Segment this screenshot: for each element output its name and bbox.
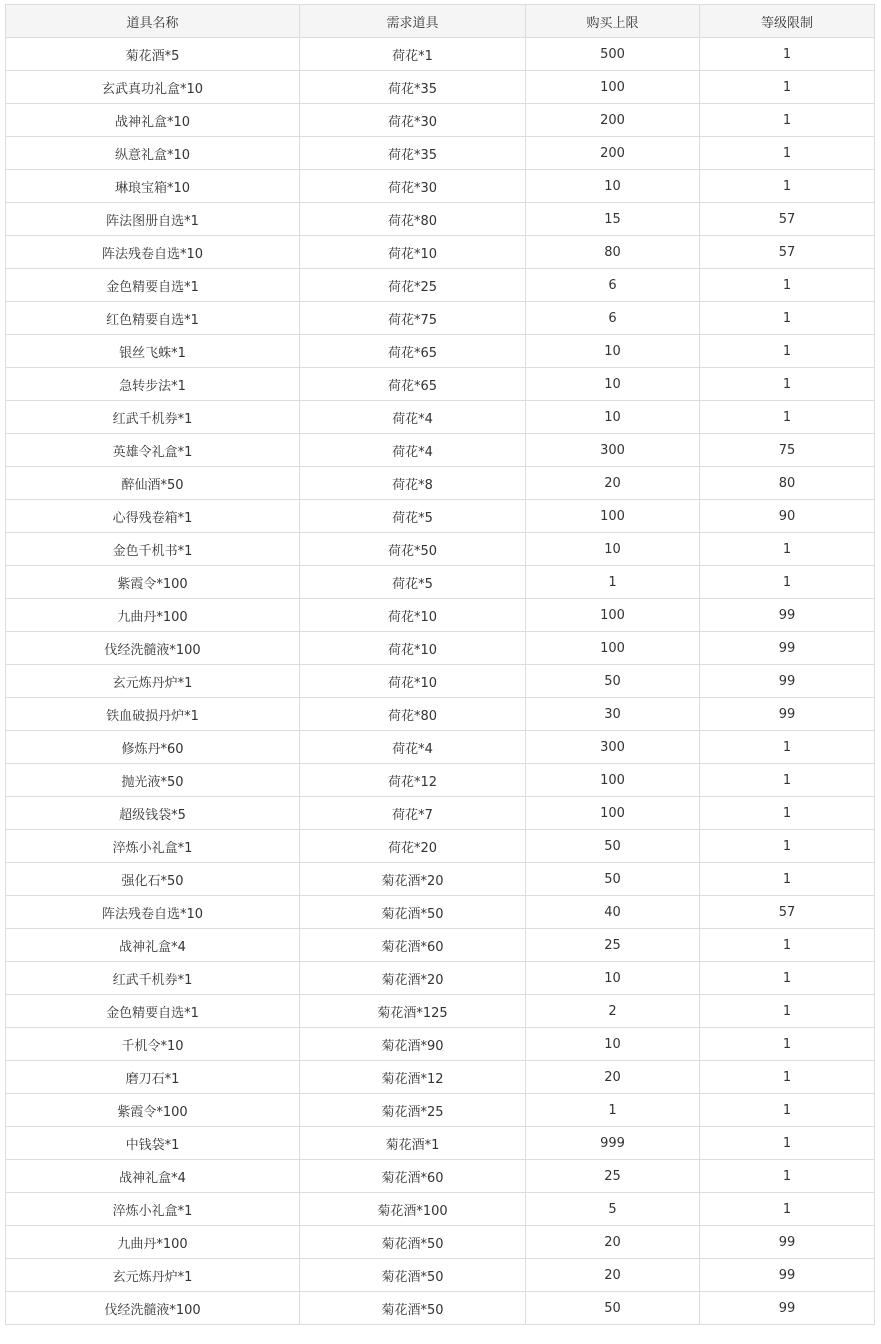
required-item-cell: 荷花*4: [300, 731, 526, 764]
required-item-cell: 菊花酒*125: [300, 995, 526, 1028]
table-row: [6, 632, 875, 665]
purchase-limit-cell: 50: [526, 1292, 700, 1325]
table-row: [6, 599, 875, 632]
level-limit-cell: 99: [700, 599, 875, 632]
purchase-limit-cell: 50: [526, 830, 700, 863]
item-name-cell: 红色精要自选*1: [6, 302, 300, 335]
required-item-cell: 荷花*75: [300, 302, 526, 335]
item-name-cell: 阵法残卷自选*10: [6, 896, 300, 929]
purchase-limit-cell: 15: [526, 203, 700, 236]
item-name-cell: 伐经洗髓液*100: [6, 632, 300, 665]
level-limit-cell: 1: [700, 1127, 875, 1160]
required-item-cell: 菊花酒*60: [300, 1160, 526, 1193]
level-limit-cell: 1: [700, 38, 875, 71]
level-limit-cell: 99: [700, 1226, 875, 1259]
level-limit-cell: 1: [700, 335, 875, 368]
purchase-limit-cell: 10: [526, 335, 700, 368]
table-row: [6, 38, 875, 71]
level-limit-cell: 57: [700, 896, 875, 929]
table-row: [6, 731, 875, 764]
required-item-cell: 荷花*5: [300, 500, 526, 533]
purchase-limit-cell: 500: [526, 38, 700, 71]
item-name-cell: 淬炼小礼盒*1: [6, 1193, 300, 1226]
level-limit-cell: 1: [700, 1094, 875, 1127]
item-name-cell: 醉仙酒*50: [6, 467, 300, 500]
required-item-cell: 菊花酒*100: [300, 1193, 526, 1226]
item-name-cell: 红武千机券*1: [6, 401, 300, 434]
purchase-limit-cell: 25: [526, 929, 700, 962]
required-item-cell: 菊花酒*20: [300, 962, 526, 995]
item-name-cell: 磨刀石*1: [6, 1061, 300, 1094]
table-row: [6, 335, 875, 368]
required-item-cell: 荷花*1: [300, 38, 526, 71]
table-row: [6, 1160, 875, 1193]
table-row: [6, 236, 875, 269]
item-name-cell: 紫霞令*100: [6, 1094, 300, 1127]
purchase-limit-cell: 100: [526, 764, 700, 797]
purchase-limit-cell: 80: [526, 236, 700, 269]
level-limit-cell: 1: [700, 401, 875, 434]
required-item-cell: 荷花*65: [300, 368, 526, 401]
level-limit-cell: 1: [700, 368, 875, 401]
purchase-limit-cell: 20: [526, 1226, 700, 1259]
level-limit-cell: 80: [700, 467, 875, 500]
table-row: [6, 401, 875, 434]
level-limit-cell: 1: [700, 533, 875, 566]
item-name-cell: 九曲丹*100: [6, 599, 300, 632]
required-item-cell: 菊花酒*50: [300, 1259, 526, 1292]
purchase-limit-cell: 1: [526, 1094, 700, 1127]
table-row: [6, 302, 875, 335]
required-item-cell: 菊花酒*25: [300, 1094, 526, 1127]
item-name-cell: 强化石*50: [6, 863, 300, 896]
purchase-limit-cell: 6: [526, 302, 700, 335]
item-name-cell: 中钱袋*1: [6, 1127, 300, 1160]
item-name-cell: 菊花酒*5: [6, 38, 300, 71]
level-limit-cell: 1: [700, 731, 875, 764]
required-item-cell: 荷花*35: [300, 137, 526, 170]
table-row: [6, 764, 875, 797]
level-limit-cell: 57: [700, 203, 875, 236]
table-row: [6, 896, 875, 929]
table-row: [6, 467, 875, 500]
purchase-limit-cell: 30: [526, 698, 700, 731]
level-limit-cell: 99: [700, 632, 875, 665]
purchase-limit-cell: 40: [526, 896, 700, 929]
purchase-limit-cell: 100: [526, 500, 700, 533]
level-limit-cell: 1: [700, 962, 875, 995]
table-row: [6, 269, 875, 302]
table-body: [6, 38, 875, 1325]
item-name-cell: 玄武真功礼盒*10: [6, 71, 300, 104]
required-item-cell: 荷花*25: [300, 269, 526, 302]
level-limit-cell: 75: [700, 434, 875, 467]
exchange-table: [5, 4, 875, 1325]
required-item-cell: 荷花*8: [300, 467, 526, 500]
level-limit-cell: 57: [700, 236, 875, 269]
table-row: [6, 566, 875, 599]
purchase-limit-cell: 2: [526, 995, 700, 1028]
purchase-limit-cell: 10: [526, 1028, 700, 1061]
purchase-limit-cell: 50: [526, 665, 700, 698]
level-limit-cell: 1: [700, 104, 875, 137]
table-row: [6, 368, 875, 401]
required-item-cell: 菊花酒*20: [300, 863, 526, 896]
required-item-cell: 荷花*10: [300, 599, 526, 632]
item-name-cell: 银丝飞蛛*1: [6, 335, 300, 368]
required-item-cell: 菊花酒*50: [300, 896, 526, 929]
item-name-cell: 金色千机书*1: [6, 533, 300, 566]
required-item-cell: 荷花*10: [300, 632, 526, 665]
required-item-cell: 荷花*30: [300, 170, 526, 203]
item-name-cell: 玄元炼丹炉*1: [6, 1259, 300, 1292]
level-limit-cell: 1: [700, 170, 875, 203]
required-item-cell: 荷花*12: [300, 764, 526, 797]
item-name-cell: 红武千机券*1: [6, 962, 300, 995]
item-name-cell: 金色精要自选*1: [6, 269, 300, 302]
purchase-limit-cell: 10: [526, 368, 700, 401]
table-row: [6, 1292, 875, 1325]
level-limit-cell: 1: [700, 764, 875, 797]
item-name-cell: 铁血破损丹炉*1: [6, 698, 300, 731]
required-item-cell: 荷花*80: [300, 203, 526, 236]
required-item-cell: 荷花*10: [300, 665, 526, 698]
purchase-limit-cell: 20: [526, 467, 700, 500]
level-limit-cell: 1: [700, 566, 875, 599]
level-limit-cell: 1: [700, 929, 875, 962]
item-name-cell: 玄元炼丹炉*1: [6, 665, 300, 698]
table-row: [6, 797, 875, 830]
purchase-limit-cell: 100: [526, 71, 700, 104]
purchase-limit-cell: 10: [526, 401, 700, 434]
required-item-cell: 荷花*35: [300, 71, 526, 104]
level-limit-cell: 1: [700, 71, 875, 104]
table-row: [6, 434, 875, 467]
item-name-cell: 阵法残卷自选*10: [6, 236, 300, 269]
header-row: [6, 5, 875, 38]
purchase-limit-cell: 300: [526, 731, 700, 764]
item-name-cell: 急转步法*1: [6, 368, 300, 401]
level-limit-cell: 1: [700, 302, 875, 335]
required-item-cell: 菊花酒*60: [300, 929, 526, 962]
item-name-cell: 纵意礼盒*10: [6, 137, 300, 170]
header-item-name: 道具名称: [6, 5, 300, 38]
level-limit-cell: 1: [700, 830, 875, 863]
exchange-table-container: [5, 4, 874, 1325]
table-row: [6, 203, 875, 236]
item-name-cell: 金色精要自选*1: [6, 995, 300, 1028]
item-name-cell: 战神礼盒*4: [6, 929, 300, 962]
required-item-cell: 荷花*30: [300, 104, 526, 137]
table-row: [6, 533, 875, 566]
level-limit-cell: 1: [700, 1061, 875, 1094]
level-limit-cell: 1: [700, 1028, 875, 1061]
item-name-cell: 淬炼小礼盒*1: [6, 830, 300, 863]
required-item-cell: 菊花酒*50: [300, 1292, 526, 1325]
table-row: [6, 1127, 875, 1160]
table-row: [6, 1193, 875, 1226]
header-purchase-limit: 购买上限: [526, 5, 700, 38]
table-row: [6, 137, 875, 170]
level-limit-cell: 1: [700, 137, 875, 170]
level-limit-cell: 1: [700, 269, 875, 302]
table-header: [6, 5, 875, 38]
table-row: [6, 104, 875, 137]
table-row: [6, 500, 875, 533]
item-name-cell: 修炼丹*60: [6, 731, 300, 764]
purchase-limit-cell: 20: [526, 1061, 700, 1094]
purchase-limit-cell: 100: [526, 632, 700, 665]
level-limit-cell: 99: [700, 665, 875, 698]
table-row: [6, 665, 875, 698]
item-name-cell: 千机令*10: [6, 1028, 300, 1061]
table-row: [6, 962, 875, 995]
level-limit-cell: 1: [700, 863, 875, 896]
level-limit-cell: 99: [700, 1292, 875, 1325]
level-limit-cell: 1: [700, 797, 875, 830]
table-row: [6, 1226, 875, 1259]
table-row: [6, 1061, 875, 1094]
purchase-limit-cell: 10: [526, 533, 700, 566]
table-row: [6, 830, 875, 863]
table-row: [6, 1028, 875, 1061]
purchase-limit-cell: 10: [526, 962, 700, 995]
level-limit-cell: 99: [700, 1259, 875, 1292]
required-item-cell: 荷花*65: [300, 335, 526, 368]
required-item-cell: 荷花*50: [300, 533, 526, 566]
item-name-cell: 战神礼盒*10: [6, 104, 300, 137]
purchase-limit-cell: 300: [526, 434, 700, 467]
purchase-limit-cell: 200: [526, 137, 700, 170]
table-row: [6, 170, 875, 203]
purchase-limit-cell: 25: [526, 1160, 700, 1193]
item-name-cell: 抛光液*50: [6, 764, 300, 797]
purchase-limit-cell: 20: [526, 1259, 700, 1292]
table-row: [6, 929, 875, 962]
purchase-limit-cell: 999: [526, 1127, 700, 1160]
header-required-item: 需求道具: [300, 5, 526, 38]
purchase-limit-cell: 5: [526, 1193, 700, 1226]
required-item-cell: 荷花*10: [300, 236, 526, 269]
purchase-limit-cell: 50: [526, 863, 700, 896]
required-item-cell: 菊花酒*1: [300, 1127, 526, 1160]
level-limit-cell: 1: [700, 1193, 875, 1226]
required-item-cell: 荷花*80: [300, 698, 526, 731]
level-limit-cell: 1: [700, 1160, 875, 1193]
purchase-limit-cell: 200: [526, 104, 700, 137]
table-row: [6, 863, 875, 896]
required-item-cell: 菊花酒*12: [300, 1061, 526, 1094]
item-name-cell: 九曲丹*100: [6, 1226, 300, 1259]
required-item-cell: 菊花酒*50: [300, 1226, 526, 1259]
item-name-cell: 紫霞令*100: [6, 566, 300, 599]
table-row: [6, 995, 875, 1028]
required-item-cell: 荷花*7: [300, 797, 526, 830]
purchase-limit-cell: 6: [526, 269, 700, 302]
required-item-cell: 荷花*5: [300, 566, 526, 599]
purchase-limit-cell: 10: [526, 170, 700, 203]
required-item-cell: 菊花酒*90: [300, 1028, 526, 1061]
required-item-cell: 荷花*20: [300, 830, 526, 863]
item-name-cell: 战神礼盒*4: [6, 1160, 300, 1193]
level-limit-cell: 90: [700, 500, 875, 533]
level-limit-cell: 1: [700, 995, 875, 1028]
item-name-cell: 英雄令礼盒*1: [6, 434, 300, 467]
table-row: [6, 1259, 875, 1292]
purchase-limit-cell: 100: [526, 797, 700, 830]
purchase-limit-cell: 100: [526, 599, 700, 632]
item-name-cell: 超级钱袋*5: [6, 797, 300, 830]
level-limit-cell: 99: [700, 698, 875, 731]
item-name-cell: 伐经洗髓液*100: [6, 1292, 300, 1325]
required-item-cell: 荷花*4: [300, 401, 526, 434]
item-name-cell: 琳琅宝箱*10: [6, 170, 300, 203]
item-name-cell: 心得残卷箱*1: [6, 500, 300, 533]
table-row: [6, 698, 875, 731]
required-item-cell: 荷花*4: [300, 434, 526, 467]
purchase-limit-cell: 1: [526, 566, 700, 599]
table-row: [6, 71, 875, 104]
table-row: [6, 1094, 875, 1127]
header-level-limit: 等级限制: [700, 5, 875, 38]
item-name-cell: 阵法图册自选*1: [6, 203, 300, 236]
